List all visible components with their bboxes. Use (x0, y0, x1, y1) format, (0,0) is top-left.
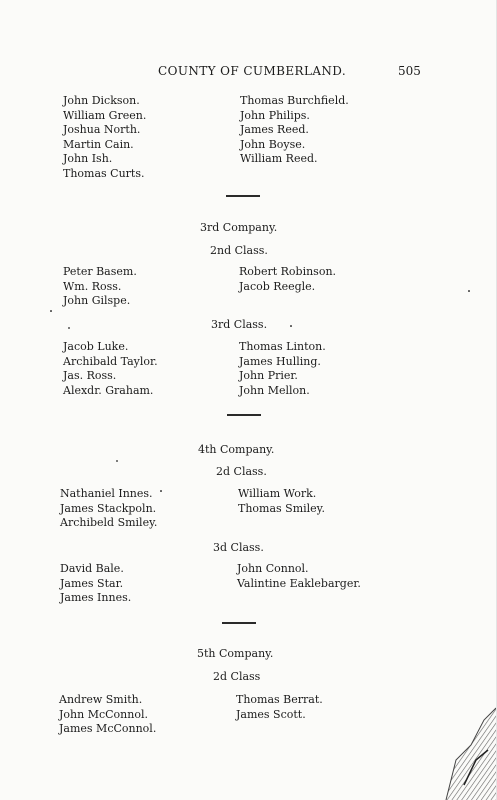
name-entry: Archibeld Smiley. (60, 516, 158, 530)
name-entry: William Work. (238, 487, 317, 500)
page-header (0, 64, 497, 80)
company-heading: 5th Company. (197, 647, 274, 660)
name-entry: James McConnol. (59, 722, 157, 736)
name-entry: John Boyse. (240, 137, 306, 151)
name-entry: Peter Basem. (63, 265, 137, 278)
name-entry: James Innes. (60, 591, 132, 605)
name-entry: James Star. (60, 576, 124, 590)
company-heading: 4th Company. (198, 443, 275, 456)
name-entry: James Stackpoln. (60, 501, 157, 515)
name-entry: Jas. Ross. (63, 369, 117, 383)
scan-speck (68, 327, 70, 329)
left-column (63, 265, 137, 309)
name-entry: Thomas Linton. (239, 340, 326, 353)
section-divider (226, 195, 260, 197)
name-entry: Thomas Burchfield. (240, 94, 349, 107)
name-entry: James Scott. (236, 707, 306, 721)
name-entry: John Prier. (239, 369, 298, 383)
name-entry: Thomas Berrat. (236, 693, 323, 706)
name-entry: Alexdr. Graham. (63, 383, 154, 397)
name-entry: John Ish. (63, 152, 113, 166)
name-entry: Valintine Eaklebarger. (237, 576, 361, 590)
section-divider (227, 414, 261, 416)
name-entry: John Gilspe. (63, 294, 131, 308)
name-entry: Jacob Reegle. (239, 279, 316, 293)
name-entry: David Bale. (60, 562, 124, 575)
page-number: 505 (398, 64, 421, 78)
name-entry: Nathaniel Innes. (60, 487, 153, 500)
left-column (63, 340, 158, 398)
name-entry: John Mellon. (239, 383, 310, 397)
left-column (63, 94, 146, 182)
name-entry: William Reed. (240, 152, 318, 166)
name-entry: Wm. Ross. (63, 279, 122, 293)
name-entry: Robert Robinson. (239, 265, 337, 278)
right-column (238, 487, 325, 516)
name-entry: John McConnol. (59, 707, 148, 721)
damaged-page-corner (426, 690, 496, 800)
scan-speck (468, 290, 470, 292)
section-divider (222, 622, 256, 624)
class-heading: 3rd Class. (211, 318, 268, 331)
right-column (240, 94, 349, 167)
right-column (239, 340, 326, 398)
left-column (59, 693, 156, 737)
name-entry: John Dickson. (63, 94, 140, 107)
left-column (60, 487, 157, 531)
scan-speck (160, 490, 162, 492)
name-entry: William Green. (63, 108, 147, 122)
scan-speck (50, 310, 52, 312)
company-heading: 3rd Company. (200, 221, 278, 234)
running-title: COUNTY OF CUMBERLAND. (158, 64, 347, 78)
name-entry: James Hulling. (239, 354, 321, 368)
name-entry: Thomas Smiley. (238, 501, 325, 515)
name-entry: Martin Cain. (63, 137, 134, 151)
name-entry: Andrew Smith. (59, 693, 143, 706)
right-column (239, 265, 336, 294)
left-column (60, 562, 131, 606)
scan-speck (290, 325, 292, 327)
name-entry: John Connol. (237, 562, 309, 575)
name-entry: Joshua North. (63, 123, 141, 137)
scan-speck (116, 460, 118, 462)
class-heading: 2d Class. (216, 465, 267, 478)
class-heading: 2nd Class. (210, 244, 268, 257)
name-entry: James Reed. (240, 123, 309, 137)
name-entry: Archibald Taylor. (63, 354, 158, 368)
name-entry: Thomas Curts. (63, 166, 145, 180)
name-entry: Jacob Luke. (63, 340, 129, 353)
name-entry: John Philips. (240, 108, 310, 122)
class-heading: 3d Class. (213, 541, 264, 554)
class-heading: 2d Class (213, 670, 261, 683)
right-column (237, 562, 361, 591)
right-column (236, 693, 323, 722)
